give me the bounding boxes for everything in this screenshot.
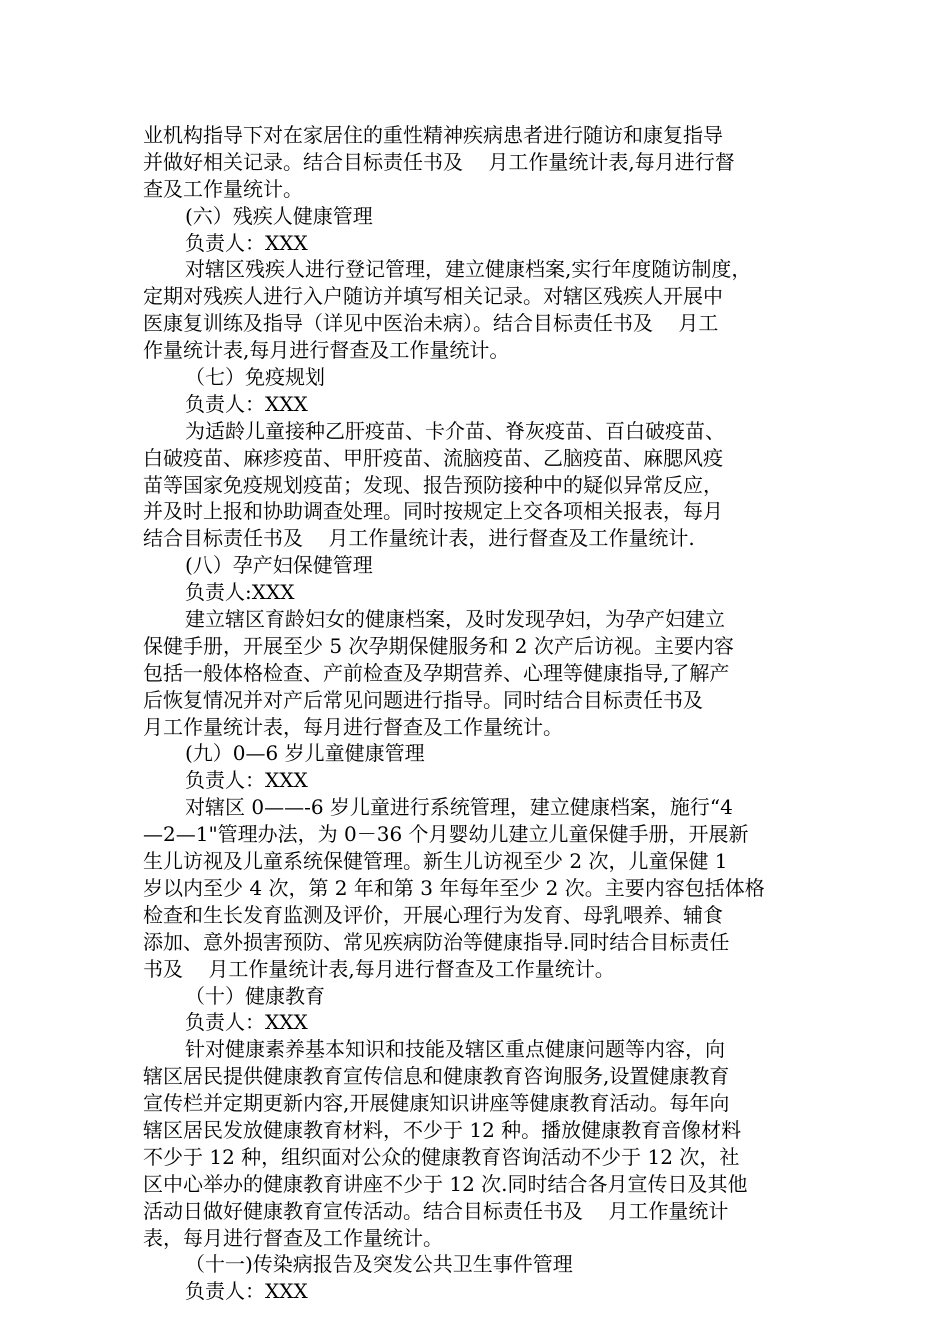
paragraph-line: 并做好相关记录。结合目标责任书及 月工作量统计表,每月进行督 — [143, 149, 735, 174]
section-heading-infectious-disease: （十一)传染病报告及突发公共卫生事件管理 — [185, 1252, 573, 1277]
section-heading-disability: (六）残疾人健康管理 — [185, 203, 373, 228]
paragraph-line: 保健手册，开展至少 5 次孕期保健服务和 2 次产后访视。主要内容 — [143, 633, 734, 658]
paragraph-line: 并及时上报和协助调查处理。同时按规定上交各项相关报表，每月 — [143, 499, 723, 524]
section-heading-health-education: （十）健康教育 — [185, 983, 325, 1008]
paragraph-line: 辖区居民提供健康教育宣传信息和健康教育咨询服务,设置健康教育 — [143, 1064, 730, 1089]
paragraph-line: 建立辖区育龄妇女的健康档案，及时发现孕妇，为孕产妇建立 — [185, 607, 725, 632]
paragraph-line: —2—1"管理办法，为 0－36 个月婴幼儿建立儿童保健手册，开展新 — [143, 822, 749, 847]
paragraph-line: 月工作量统计表，每月进行督查及工作量统计。 — [143, 714, 563, 739]
section-heading-immunization: （七）免疫规划 — [185, 365, 325, 390]
paragraph-line: 查及工作量统计。 — [143, 176, 303, 201]
paragraph-line: 对辖区残疾人进行登记管理，建立健康档案,实行年度随访制度， — [185, 257, 752, 282]
responsible-person: 负责人:XXX — [185, 580, 295, 605]
paragraph-line: 结合目标责任书及 月工作量统计表，进行督查及工作量统计. — [143, 526, 695, 551]
paragraph-line: 业机构指导下对在家居住的重性精神疾病患者进行随访和康复指导 — [143, 123, 723, 147]
responsible-person: 负责人：XXX — [185, 1010, 308, 1035]
paragraph-line: 为适龄儿童接种乙肝疫苗、卡介苗、脊灰疫苗、百白破疫苗、 — [185, 418, 725, 443]
paragraph-line: 检查和生长发育监测及评价，开展心理行为发育、母乳喂养、辅食 — [143, 902, 723, 927]
paragraph-line: 活动日做好健康教育宣传活动。结合目标责任书及 月工作量统计 — [143, 1198, 729, 1223]
paragraph-line: 包括一般体格检查、产前检查及孕期营养、心理等健康指导,了解产 — [143, 660, 730, 685]
section-heading-maternal: (八）孕产妇保健管理 — [185, 553, 373, 578]
paragraph-line: 苗等国家免疫规划疫苗；发现、报告预防接种中的疑似异常反应， — [143, 472, 723, 497]
paragraph-line: 不少于 12 种，组织面对公众的健康教育咨询活动不少于 12 次，社 — [143, 1144, 740, 1169]
paragraph-line: 添加、意外损害预防、常见疾病防治等健康指导.同时结合目标责任 — [143, 929, 730, 954]
document-body — [143, 122, 811, 1305]
paragraph-line: 区中心举办的健康教育讲座不少于 12 次.同时结合各月宣传日及其他 — [143, 1171, 748, 1196]
responsible-person: 负责人：XXX — [185, 1279, 308, 1304]
paragraph-line: 生儿访视及儿童系统保健管理。新生儿访视至少 2 次，儿童保健 1 — [143, 849, 728, 874]
responsible-person: 负责人：XXX — [185, 768, 308, 793]
paragraph-line: 后恢复情况并对产后常见问题进行指导。同时结合目标责任书及 — [143, 687, 703, 712]
section-heading-child-health: (九）0—6 岁儿童健康管理 — [185, 741, 425, 766]
paragraph-line: 表，每月进行督查及工作量统计。 — [143, 1225, 443, 1250]
paragraph-line: 白破疫苗、麻疹疫苗、甲肝疫苗、流脑疫苗、乙脑疫苗、麻腮风疫 — [143, 445, 723, 470]
paragraph-line: 对辖区 0——-6 岁儿童进行系统管理，建立健康档案，施行“4 — [185, 795, 733, 820]
paragraph-line: 宣传栏并定期更新内容,开展健康知识讲座等健康教育活动。每年向 — [143, 1091, 730, 1116]
paragraph-line: 作量统计表,每月进行督查及工作量统计。 — [143, 338, 510, 363]
paragraph-line: 针对健康素养基本知识和技能及辖区重点健康问题等内容，向 — [185, 1037, 725, 1062]
paragraph-line: 辖区居民发放健康教育材料，不少于 12 种。播放健康教育音像材料 — [143, 1117, 742, 1142]
responsible-person: 负责人：XXX — [185, 230, 308, 255]
paragraph-line: 医康复训练及指导（详见中医治未病）。结合目标责任书及 月工 — [143, 311, 719, 336]
responsible-person: 负责人：XXX — [185, 391, 308, 416]
paragraph-line: 定期对残疾人进行入户随访并填写相关记录。对辖区残疾人开展中 — [143, 284, 723, 309]
paragraph-line: 书及 月工作量统计表,每月进行督查及工作量统计。 — [143, 956, 615, 981]
paragraph-line: 岁以内至少 4 次，第 2 年和第 3 年每年至少 2 次。主要内容包括体格 — [143, 875, 765, 900]
